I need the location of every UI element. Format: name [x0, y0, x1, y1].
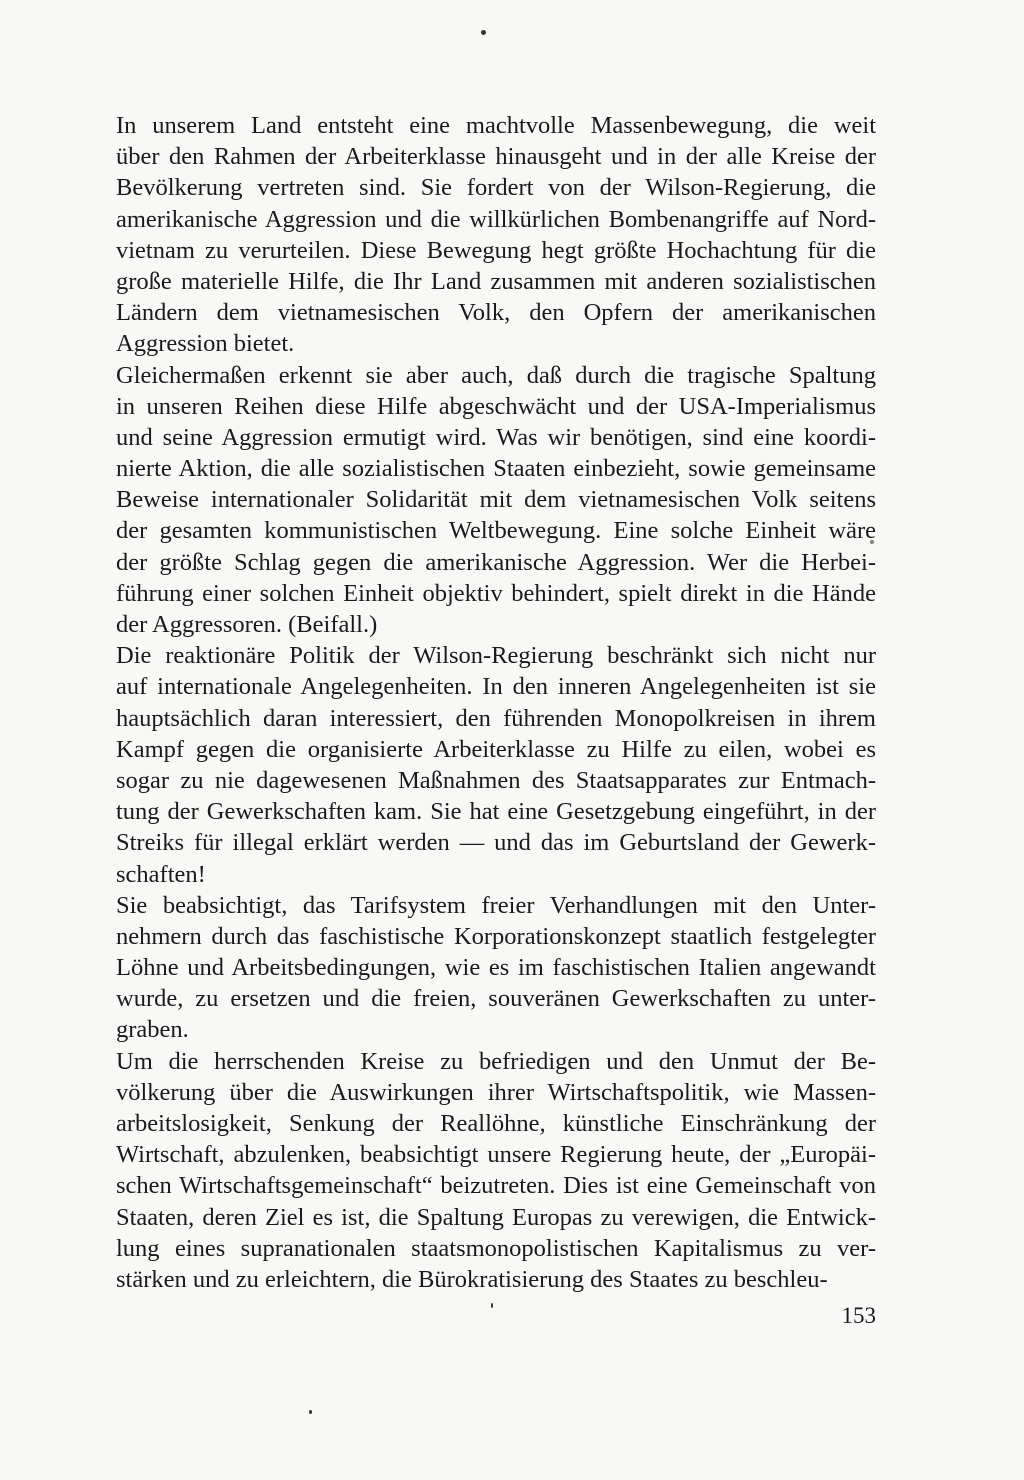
text-line: stärken und zu erleichtern, die Bürokratisierung des Staates zu beschleu-: [116, 1265, 828, 1293]
paragraph: [116, 640, 876, 890]
text-line: der Aggressoren. (Beifall.): [116, 611, 378, 638]
text-line: nierte Aktion, die alle sozialistischen Staaten einbezieht, sowie gemeinsame: [116, 455, 876, 483]
ink-speck: [309, 1410, 312, 1414]
text-line: Beweise internationaler Solidarität mit dem vietnamesischen Volk seitens: [116, 486, 876, 514]
text-line: Staaten, deren Ziel es ist, die Spaltung Europas zu verewigen, die Entwick-: [116, 1203, 876, 1231]
text-line: hauptsächlich daran interessiert, den führenden Monopolkreisen in ihrem: [116, 704, 876, 732]
text-line: Ländern dem vietnamesischen Volk, den Opfern der amerikanischen: [116, 299, 876, 327]
text-line: führung einer solchen Einheit objektiv behindert, spielt direkt in die Hände: [116, 579, 876, 607]
text-line: tung der Gewerkschaften kam. Sie hat eine Gesetzgebung eingeführt, in der: [116, 798, 876, 826]
page-number: 153: [841, 1303, 876, 1328]
text-line: Um die herrschenden Kreise zu befriedigen und den Unmut der Be-: [116, 1047, 876, 1075]
text-line: Bevölkerung vertreten sind. Sie fordert von der Wilson-Regierung, die: [116, 174, 876, 202]
text-line: amerikanische Aggression und die willkürlichen Bombenangriffe auf Nord-: [116, 205, 876, 233]
text-line: der größte Schlag gegen die amerikanische Aggression. Wer die Herbei-: [116, 548, 876, 576]
text-line: arbeitslosigkeit, Senkung der Reallöhne, künstliche Einschränkung der: [116, 1110, 876, 1137]
text-line: Aggression bietet.: [116, 330, 295, 358]
text-line: schaften!: [116, 860, 206, 888]
text-line: lung eines supranationalen staatsmonopolistischen Kapitalismus zu ver-: [116, 1234, 876, 1262]
text-line: auf internationale Angelegenheiten. In den inneren Angelegenheiten ist sie: [116, 673, 876, 701]
text-line: graben.: [116, 1016, 189, 1044]
paragraph: [116, 1046, 876, 1296]
text-line: Sie beabsichtigt, das Tarifsystem freier Verhandlungen mit den Unter-: [116, 891, 876, 919]
text-line: Kampf gegen die organisierte Arbeiterklasse zu Hilfe zu eilen, wobei es: [116, 735, 876, 763]
text-line: Wirtschaft, abzulenken, beabsichtigt unsere Regierung heute, der „Europäi-: [116, 1141, 876, 1169]
paragraph: [116, 110, 876, 360]
paragraph: [116, 890, 876, 1046]
text-line: sogar zu nie dagewesenen Maßnahmen des Staatsapparates zur Entmach-: [116, 766, 876, 794]
ink-speck: [481, 30, 486, 35]
text-line: vietnam zu verurteilen. Diese Bewegung hegt größte Hochachtung für die: [116, 236, 876, 264]
text-line: der gesamten kommunistischen Weltbewegung. Eine solche Einheit wäre: [116, 517, 876, 545]
text-line: Streiks für illegal erklärt werden — und das im Geburtsland der Gewerk-: [116, 829, 876, 857]
ink-speck: [491, 1303, 493, 1308]
text-line: Die reaktionäre Politik der Wilson-Regierung beschränkt sich nicht nur: [116, 642, 876, 670]
text-line: In unserem Land entsteht eine machtvolle Massenbewegung, die weit: [116, 112, 876, 139]
text-line: und seine Aggression ermutigt wird. Was wir benötigen, sind eine koordi-: [116, 423, 876, 451]
text-line: in unseren Reihen diese Hilfe abgeschwächt und der USA-Imperialismus: [116, 392, 876, 420]
text-line: Gleichermaßen erkennt sie aber auch, daß durch die tragische Spaltung: [116, 361, 876, 389]
text-line: Löhne und Arbeitsbedingungen, wie es im faschistischen Italien angewandt: [116, 954, 876, 982]
text-line: große materielle Hilfe, die Ihr Land zusammen mit anderen sozialistischen: [116, 267, 876, 295]
text-line: nehmern durch das faschistische Korporationskonzept staatlich festgelegter: [116, 922, 876, 950]
body-text: [116, 110, 876, 1295]
text-line: über den Rahmen der Arbeiterklasse hinausgeht und in der alle Kreise der: [116, 143, 876, 171]
text-line: wurde, zu ersetzen und die freien, souveränen Gewerkschaften zu unter-: [116, 985, 876, 1013]
text-line: völkerung über die Auswirkungen ihrer Wirtschaftspolitik, wie Massen-: [116, 1078, 876, 1106]
text-line: schen Wirtschaftsgemeinschaft“ beizutreten. Dies ist eine Gemeinschaft von: [116, 1172, 876, 1200]
paragraph: [116, 360, 876, 641]
